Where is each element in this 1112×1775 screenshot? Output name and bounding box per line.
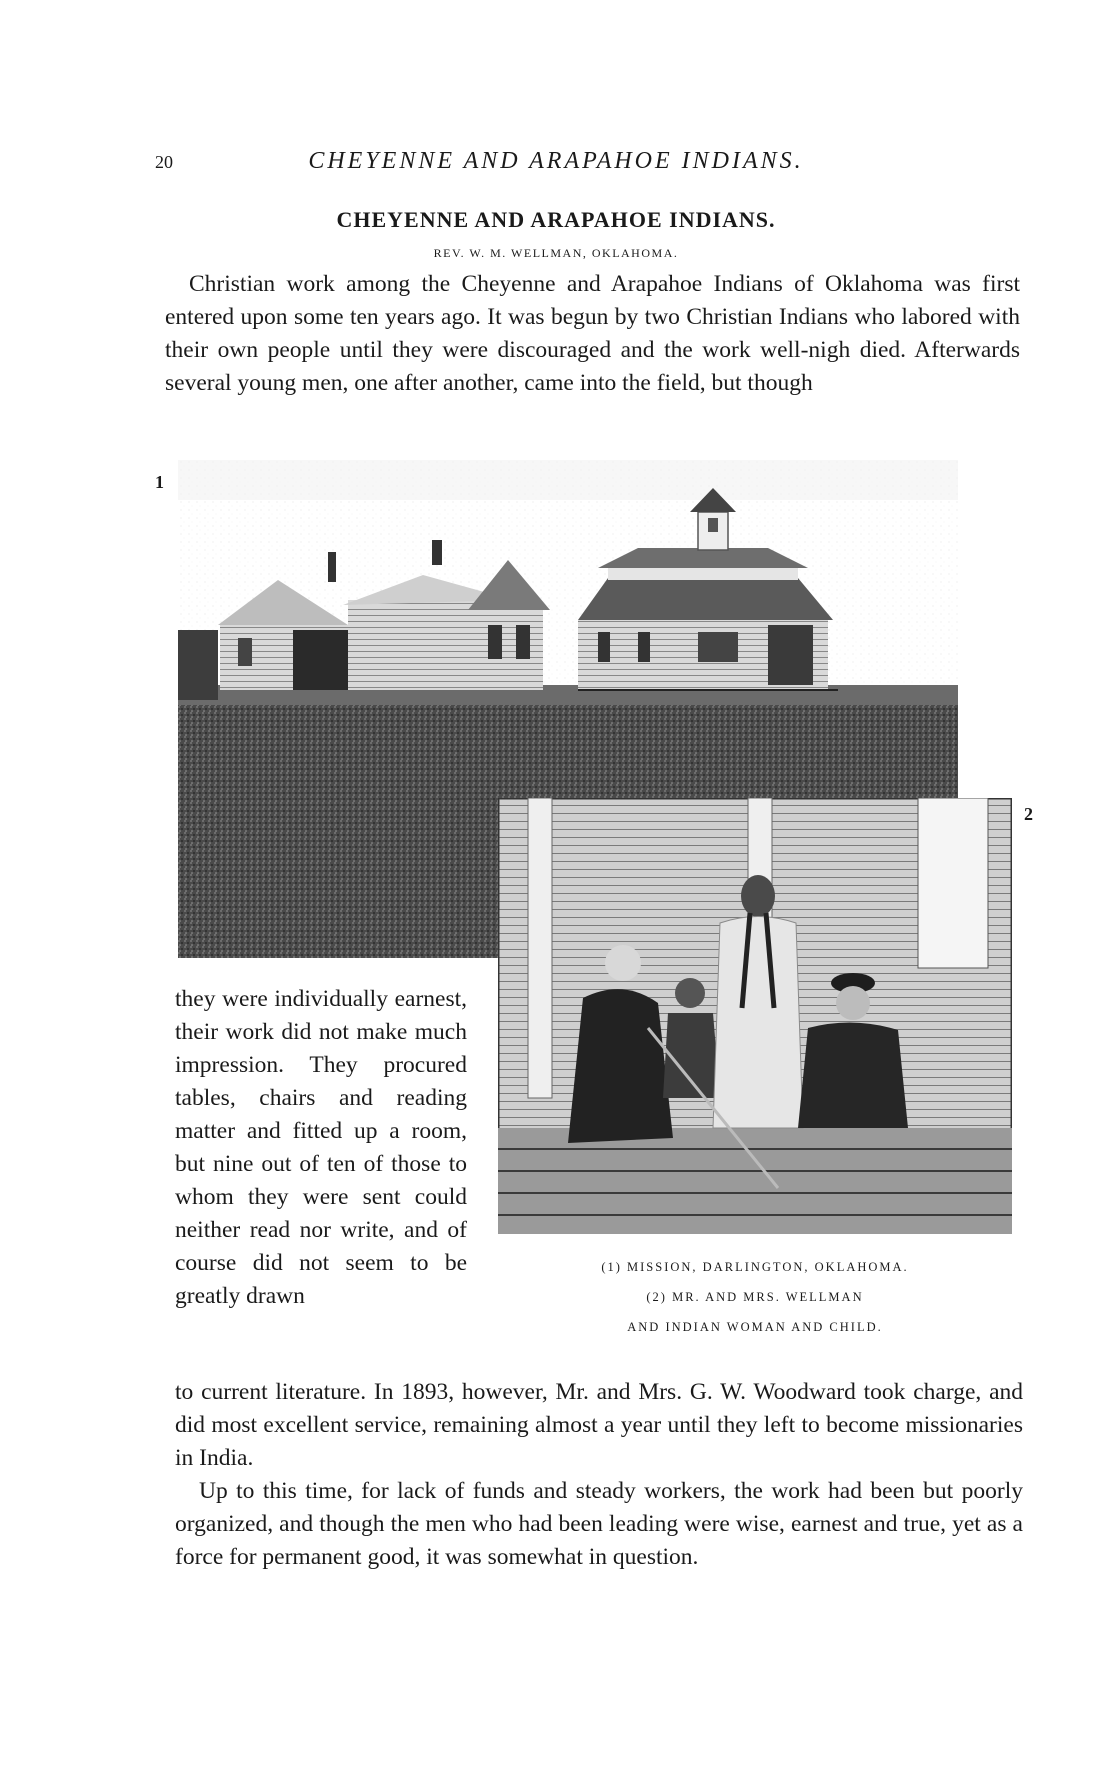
portrait-photo-svg (498, 798, 1012, 1234)
figure-label-2: 2 (1024, 804, 1033, 824)
paragraph-1 (165, 268, 1020, 400)
running-head (0, 148, 1112, 178)
caption-1: (1) MISSION, DARLINGTON, OKLAHOMA. (601, 1260, 909, 1274)
caption-2-line-2: AND INDIAN WOMAN AND CHILD. (627, 1320, 883, 1334)
running-title: CHEYENNE AND ARAPAHOE INDIANS. (308, 148, 804, 174)
column-text: they were individually earnest, their work did not make much impression. They procured tables, chairs and reading matter and fitted up a room, but nine out of ten of those to whom they were sent could neither read nor write, and of course did not seem to be greatly drawn (175, 986, 467, 1309)
figure-caption (505, 1256, 1005, 1338)
paragraph-3: Up to this time, for lack of funds and steady workers, the work had been but poorly organized, and though the men who had been leading were wise, earnest and true, yet as a force for permanent good, it was somewhat in question. (175, 1478, 1023, 1570)
figure-label-1: 1 (155, 472, 164, 492)
page-number: 20 (155, 152, 173, 172)
caption-2-line-1: (2) MR. AND MRS. WELLMAN (646, 1290, 864, 1304)
article-title: CHEYENNE AND ARAPAHOE INDIANS. (336, 207, 776, 232)
paragraph-2-continued: to current literature. In 1893, however, Mr. and Mrs. G. W. Woodward took charge, and did most excellent service, remaining almost a year until they left to become missionaries in India. (175, 1379, 1023, 1471)
byline: REV. W. M. WELLMAN, OKLAHOMA. (433, 246, 679, 260)
photo-portrait (498, 798, 1012, 1234)
paragraph-1-text: Christian work among the Cheyenne and Arapahoe Indians of Oklahoma was first entered upon some ten years ago. It was begun by two Christian Indians who labored with their own people until they were discouraged and the work well-nigh died. Afterwards several young men, one after another, came into the field, but though (165, 271, 1020, 396)
